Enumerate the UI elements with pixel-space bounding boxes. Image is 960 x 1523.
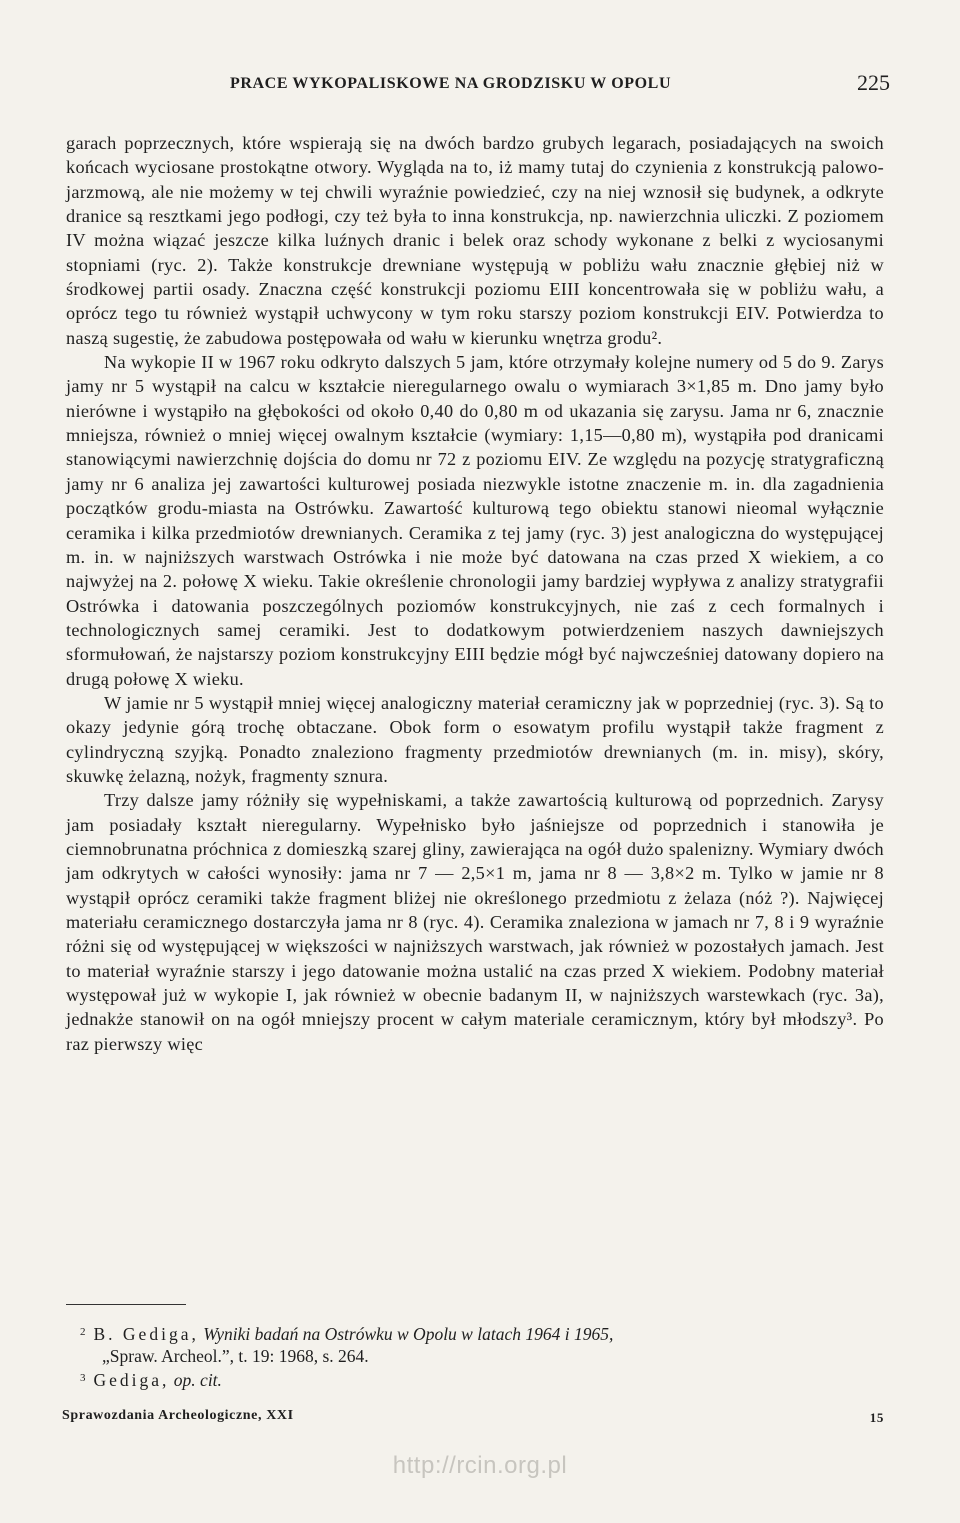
footnote-number: 2 bbox=[80, 1326, 86, 1338]
page-number: 225 bbox=[857, 70, 890, 95]
footnotes bbox=[66, 1321, 884, 1391]
journal-name: Sprawozdania Archeologiczne, XXI bbox=[62, 1408, 294, 1423]
watermark-url: http://rcin.org.pl bbox=[392, 1452, 568, 1479]
footnote-number: 3 bbox=[80, 1372, 86, 1384]
footnote bbox=[66, 1367, 884, 1391]
footnote-author: Gediga, bbox=[93, 1370, 170, 1390]
footnote-source: „Spraw. Archeol.”, t. 19: 1968, s. 264. bbox=[102, 1346, 369, 1366]
page-footer bbox=[62, 1408, 884, 1432]
footnote bbox=[66, 1321, 884, 1367]
footnote-divider bbox=[66, 1304, 186, 1305]
paragraph: Na wykopie II w 1967 roku odkryto dalszych 5 jam, które otrzymały kolejne numery od 5 do 9. Zarys jamy nr 5 wystąpił na calcu w kształcie nieregularnego owalu o wymiarach 3×1,85 m. Dno jamy było nierówne i wystąpiło na głębokości od około 0,40 do 0,80 m od ukazania się zarysu. Jama nr 6, znacznie mniejsza, również o mniej więcej owalnym kształcie (wymiary: 1,15—0,80 m), wystąpiła pod dranicami stanowiącymi nawierzchnię dojścia do domu nr 72 z poziomu EIV. Ze względu na pozycję stratygraficzną jamy nr 6 analiza jej zawartości kulturowej posiada niezwykle istotne znaczenie m. in. dla zagadnienia początków grodu-miasta na Ostrówku. Zawartość kulturową tego obiektu stanowi nieomal wyłącznie ceramika i kilka przedmiotów drewnianych. Ceramika z tej jamy (ryc. 3) jest analogiczna do występującej m. in. w najniższych warstwach Ostrówka i nie może być datowana na czas przed X wiekiem, a co najwyżej na 2. połowę X wieku. Takie określenie chronologii jamy bardziej wypływa z analizy stratygrafii Ostrówka i datowania poszczególnych poziomów konstrukcyjnych, nie zaś z cech formalnych i technologicznych samej ceramiki. Jest to dodatkowym potwierdzeniem naszych dawniejszych sformułowań, że najstarszy poziom konstrukcyjny EIII będzie mógł być najwcześniej datowany dopiero na drugą połowę X wieku. bbox=[66, 352, 884, 689]
paragraph: garach poprzecznych, które wspierają się na dwóch bardzo grubych legarach, posiadających na swoich końcach wyciosane prostokątne otwory. Wygląda na to, iż mamy tutaj do czynienia z konstrukcją palowo-jarzmową, ale nie możemy w tej chwili wyraźnie powiedzieć, czy na niej wznosił się budynek, a odkryte dranice są resztkami jego podłogi, czy też była to inna konstrukcja, np. nawierzchnia uliczki. Z poziomem IV można wiązać jeszcze kilka luźnych dranic i belek oraz schody wykonane z belki z wyciosanymi stopniami (ryc. 2). Także konstrukcje drewniane występują w pobliżu wału znacznie głębiej niż w środkowej partii osady. Znaczna część konstrukcji poziomu EIII koncentrowała się w pobliżu wału, a oprócz tego tu również wystąpił uchwycony w tym roku starszy poziom konstrukcji EIV. Potwierdza to naszą sugestię, że zabudowa postępowała od wału w kierunku wnętrza grodu². bbox=[66, 133, 884, 348]
body-text bbox=[66, 131, 884, 1056]
footnote-author: B. Gediga, bbox=[93, 1324, 199, 1344]
footnote-cit: op. cit. bbox=[173, 1370, 222, 1390]
paragraph: Trzy dalsze jamy różniły się wypełniskami, a także zawartością kulturową od poprzednich. Zarysy jam posiadały kształt nieregularny. Wypełnisko było jaśniejsze od poprzednich i stanowiła je ciemnobrunatna próchnica z domieszką szarej gliny, zawierająca na ogół dużo spalenizny. Wymiary dwóch jam odkrytych w całości wynosiły: jama nr 7 — 2,5×1 m, jama nr 8 — 3,8×2 m. Tylko w jamie nr 8 wystąpił oprócz ceramiki także fragment bliżej nie określonego przedmiotu z żelaza (nóż ?). Najwięcej materiału ceramicznego dostarczyła jama nr 8 (ryc. 4). Ceramika znaleziona w jamach nr 7, 8 i 9 wyraźnie różni się od występującej w większości w najniższych warstwach, jak również w pozostałych jamach. Jest to materiał wyraźnie starszy i jego datowanie można ustalić na czas przed X wiekiem. Podobny materiał występował już w wykopie I, jak również w obecnie badanym II, w najniższych warstewkach (ryc. 3a), jednakże stanowił on na ogół mniejszy procent w całym materiale ceramicznym, który był młodszy³. Po raz pierwszy więc bbox=[66, 790, 884, 1054]
paragraph: W jamie nr 5 wystąpił mniej więcej analogiczny materiał ceramiczny jak w poprzedniej (ryc. 3). Są to okazy jedynie górą trochę obtaczane. Obok form o esowatym profilu wystąpił także fragment z cylindryczną szyjką. Ponadto znaleziono fragmenty przedmiotów drewnianych (m. in. misy), skóry, skuwkę żelazną, nożyk, fragmenty sznura. bbox=[66, 692, 884, 786]
sheet-number: 15 bbox=[869, 1410, 884, 1425]
footnote-title: Wyniki badań na Ostrówku w Opolu w latach 1964 i 1965, bbox=[203, 1324, 614, 1344]
page-header bbox=[64, 70, 890, 100]
running-title: PRACE WYKOPALISKOWE NA GRODZISKU W OPOLU bbox=[230, 75, 672, 92]
